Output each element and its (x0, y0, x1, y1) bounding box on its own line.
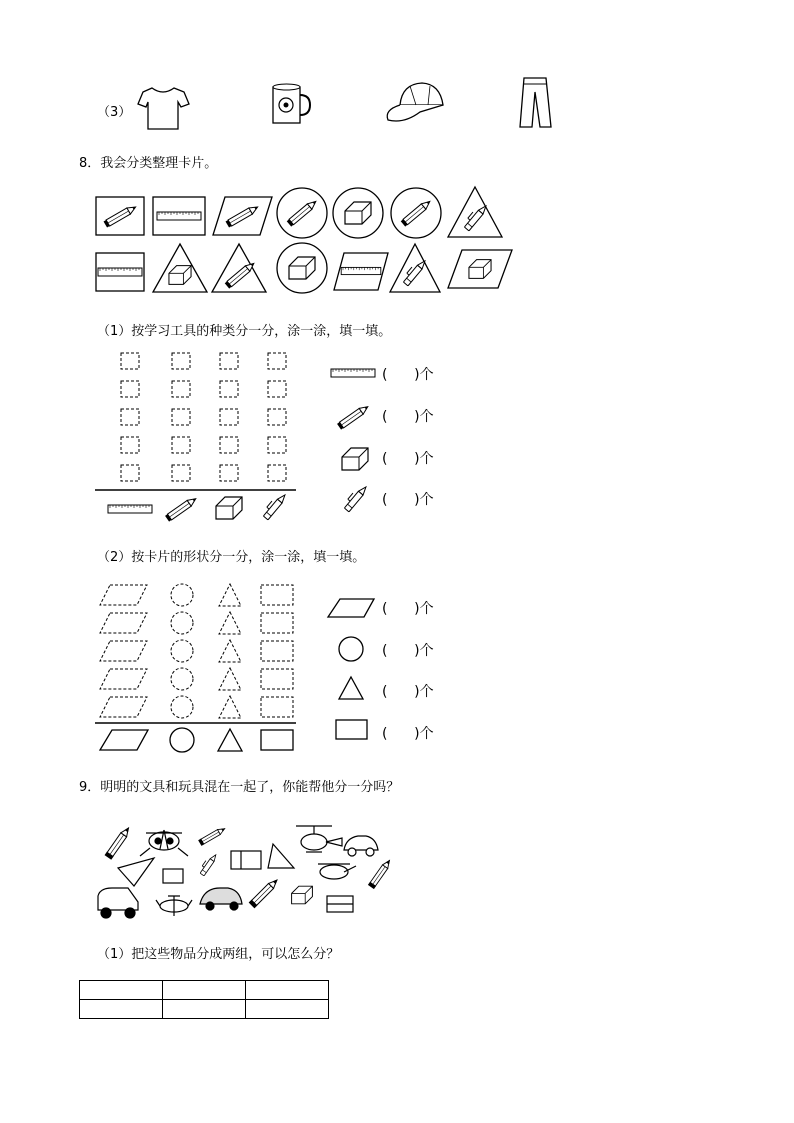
pencil-count-blank[interactable]: ( )个 (382, 409, 434, 425)
shape-graph-grid (100, 584, 293, 718)
table-cell[interactable] (246, 981, 329, 1000)
tool-graph-grid (121, 353, 286, 481)
pants-icon (520, 78, 551, 127)
table-cell[interactable] (246, 1000, 329, 1019)
pencil-icon (337, 404, 370, 430)
q7-part3-label: （3） (97, 105, 132, 120)
q8-title: 8．我会分类整理卡片。 (79, 156, 218, 171)
cap-icon (387, 83, 443, 121)
toys-and-stationery-illustration (98, 826, 392, 918)
cards-row-1 (96, 187, 502, 238)
pen-icon (342, 483, 368, 512)
ruler-icon (331, 369, 375, 377)
triangle-count-blank[interactable]: ( )个 (382, 684, 434, 700)
rectangle-count-blank[interactable]: ( )个 (382, 726, 434, 742)
parallelogram-icon (328, 599, 374, 617)
q9-part1-instruction: （1）把这些物品分成两组，可以怎么分？ (97, 947, 340, 962)
table-row (80, 1000, 329, 1019)
q9-title: 9．明明的文具和玩具混在一起了，你能帮他分一分吗？ (79, 780, 400, 795)
table-row (80, 981, 329, 1000)
q8-part2-instruction: （2）按卡片的形状分一分，涂一涂，填一填。 (97, 550, 366, 565)
cards-row-2 (96, 243, 512, 293)
parallelogram-count-blank[interactable]: ( )个 (382, 601, 434, 617)
table-cell[interactable] (163, 981, 246, 1000)
ruler-count-blank[interactable]: ( )个 (382, 367, 434, 383)
triangle-icon (339, 677, 363, 699)
table-cell[interactable] (80, 1000, 163, 1019)
circle-count-blank[interactable]: ( )个 (382, 643, 434, 659)
rectangle-icon (336, 720, 367, 739)
table-cell[interactable] (80, 981, 163, 1000)
eraser-icon (342, 448, 368, 470)
table-cell[interactable] (163, 1000, 246, 1019)
circle-icon (339, 637, 363, 661)
eraser-count-blank[interactable]: ( )个 (382, 451, 434, 467)
pen-count-blank[interactable]: ( )个 (382, 492, 434, 508)
q8-part1-instruction: （1）按学习工具的种类分一分，涂一涂，填一填。 (97, 324, 392, 339)
tshirt-icon (138, 88, 189, 129)
grouping-answer-table (79, 980, 329, 1019)
mug-icon (273, 84, 310, 123)
